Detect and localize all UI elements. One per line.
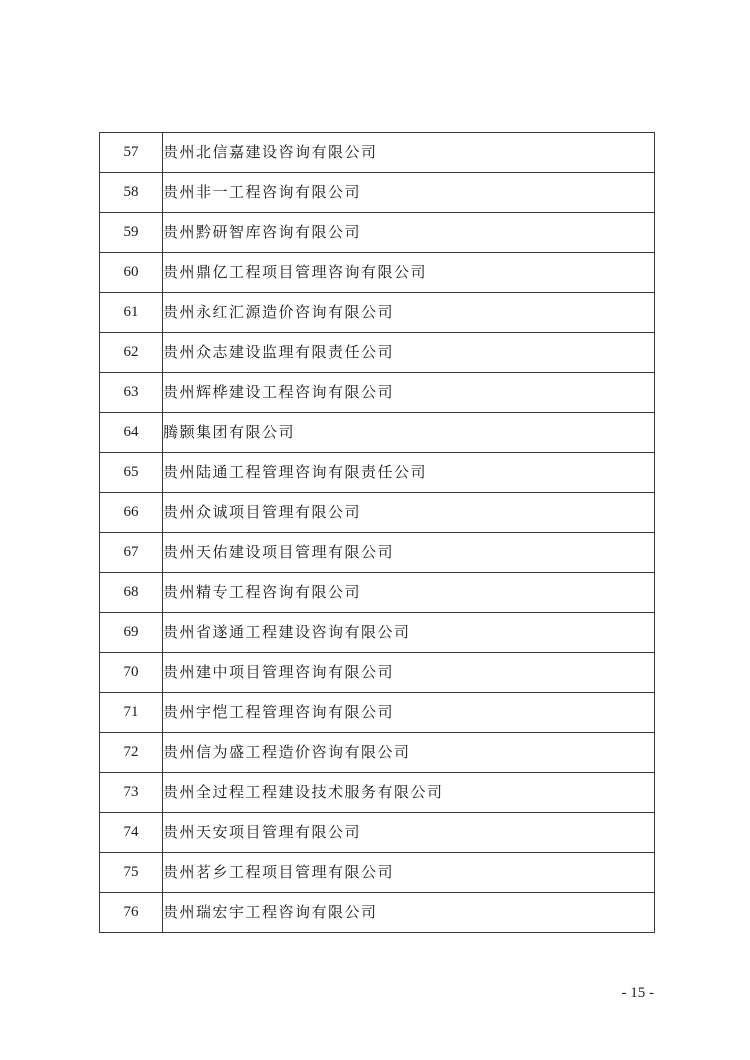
row-number-cell: 66 [100,493,163,533]
row-number-cell: 61 [100,293,163,333]
table-row [100,253,655,293]
company-name-cell: 贵州天安项目管理有限公司 [163,813,655,853]
company-name-cell: 贵州建中项目管理咨询有限公司 [163,653,655,693]
row-number-cell: 57 [100,133,163,173]
company-name-cell: 贵州全过程工程建设技术服务有限公司 [163,773,655,813]
company-name-cell: 贵州北信嘉建设咨询有限公司 [163,133,655,173]
table-row [100,653,655,693]
table-row [100,213,655,253]
company-name-cell: 贵州辉桦建设工程咨询有限公司 [163,373,655,413]
table-row [100,773,655,813]
row-number-cell: 73 [100,773,163,813]
row-number-cell: 62 [100,333,163,373]
table-row [100,493,655,533]
row-number-cell: 74 [100,813,163,853]
row-number-cell: 63 [100,373,163,413]
row-number-cell: 69 [100,613,163,653]
company-name-cell: 贵州天佑建设项目管理有限公司 [163,533,655,573]
company-list-body [100,133,655,933]
company-name-cell: 贵州永红汇源造价咨询有限公司 [163,293,655,333]
row-number-cell: 65 [100,453,163,493]
page-number: - 15 - [621,985,654,1001]
table-row [100,693,655,733]
company-name-cell: 贵州宇恺工程管理咨询有限公司 [163,693,655,733]
row-number-cell: 59 [100,213,163,253]
company-name-cell: 贵州瑞宏宇工程咨询有限公司 [163,893,655,933]
table-row [100,413,655,453]
table-row [100,613,655,653]
table-row [100,333,655,373]
table-row [100,853,655,893]
company-name-cell: 贵州鼎亿工程项目管理咨询有限公司 [163,253,655,293]
table-row [100,373,655,413]
company-name-cell: 贵州精专工程咨询有限公司 [163,573,655,613]
company-list-table [99,132,655,933]
table-row [100,733,655,773]
row-number-cell: 70 [100,653,163,693]
row-number-cell: 75 [100,853,163,893]
table-row [100,173,655,213]
company-name-cell: 贵州众志建设监理有限责任公司 [163,333,655,373]
row-number-cell: 76 [100,893,163,933]
table-row [100,293,655,333]
company-name-cell: 贵州陆通工程管理咨询有限责任公司 [163,453,655,493]
row-number-cell: 64 [100,413,163,453]
row-number-cell: 71 [100,693,163,733]
table-row [100,453,655,493]
row-number-cell: 58 [100,173,163,213]
row-number-cell: 67 [100,533,163,573]
company-name-cell: 贵州茗乡工程项目管理有限公司 [163,853,655,893]
table-row [100,813,655,853]
company-name-cell: 贵州信为盛工程造价咨询有限公司 [163,733,655,773]
company-name-cell: 贵州黔研智库咨询有限公司 [163,213,655,253]
table-row [100,573,655,613]
table-row [100,533,655,573]
company-name-cell: 贵州非一工程咨询有限公司 [163,173,655,213]
table-row [100,133,655,173]
row-number-cell: 60 [100,253,163,293]
row-number-cell: 68 [100,573,163,613]
company-name-cell: 贵州众诚项目管理有限公司 [163,493,655,533]
company-name-cell: 腾颢集团有限公司 [163,413,655,453]
company-name-cell: 贵州省遂通工程建设咨询有限公司 [163,613,655,653]
table-row [100,893,655,933]
row-number-cell: 72 [100,733,163,773]
